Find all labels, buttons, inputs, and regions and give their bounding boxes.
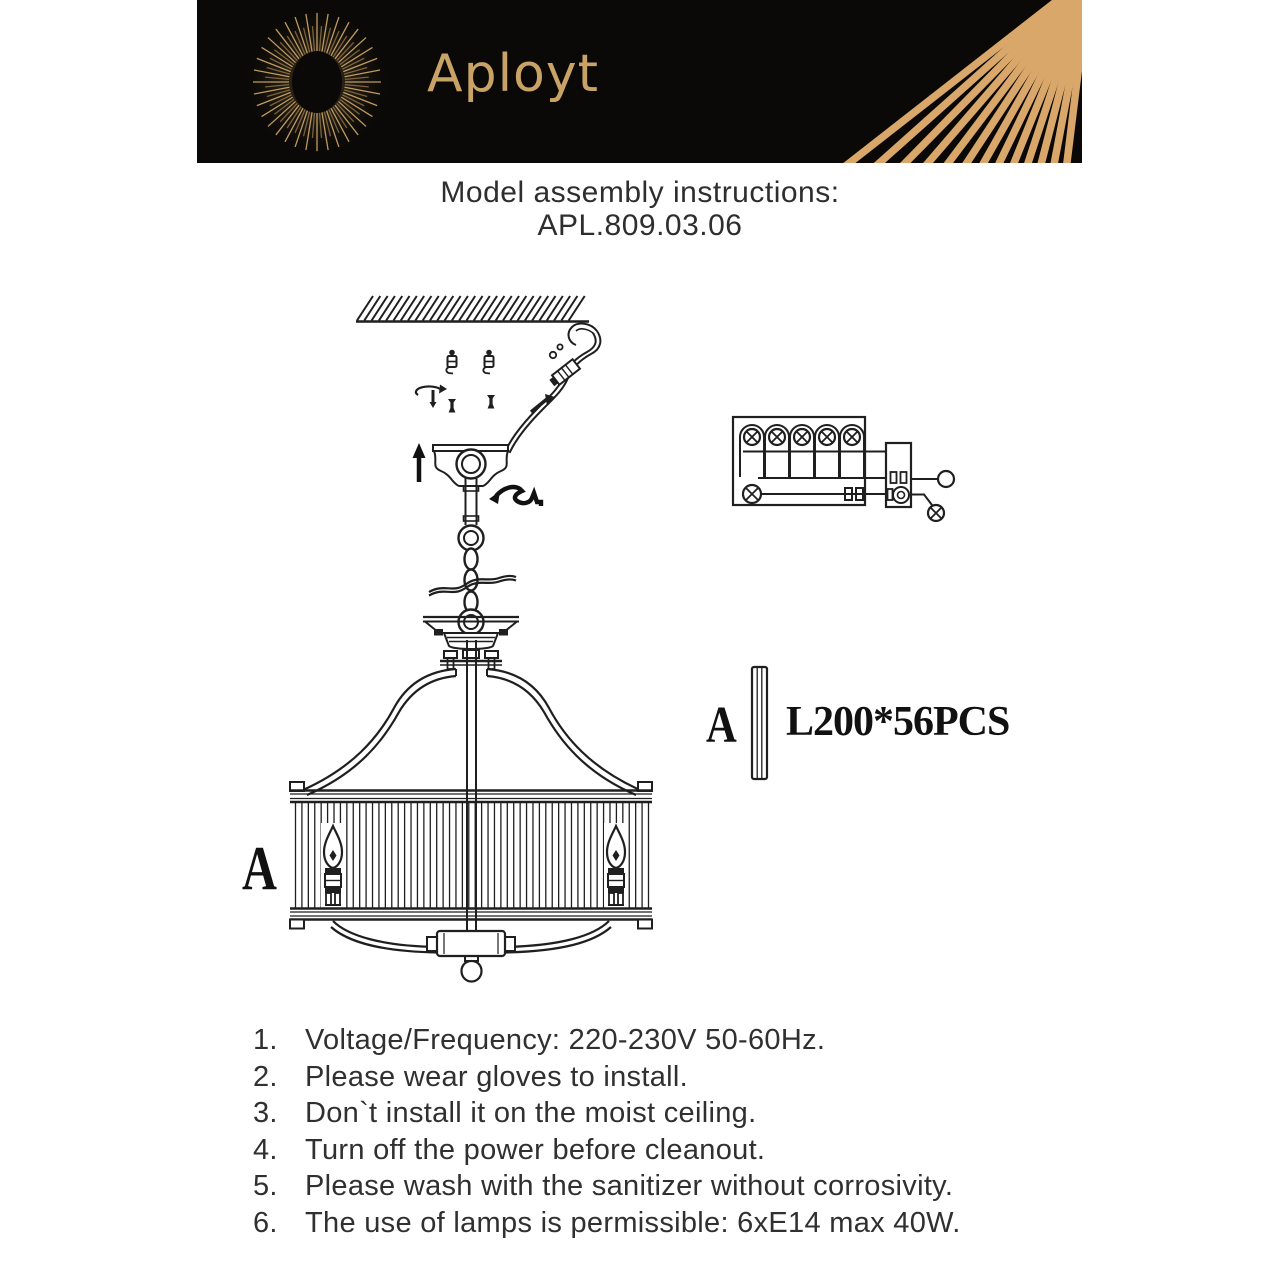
instruction-item-4	[253, 1132, 1093, 1169]
mounting-bar	[440, 651, 502, 669]
instruction-number: 1.	[253, 1024, 278, 1056]
instruction-text: Please wear gloves to install.	[305, 1060, 688, 1093]
candle-bulb-icon	[604, 823, 628, 909]
part-label-a: A	[706, 697, 737, 754]
instruction-item-5	[253, 1168, 1093, 1205]
wall-anchor-icon	[446, 350, 456, 374]
instruction-number: 4.	[253, 1133, 278, 1166]
bottom-assembly	[331, 921, 611, 982]
brand-name: Aployt	[427, 44, 600, 104]
lamp-symbol-icon	[743, 485, 761, 503]
crystal-rods	[296, 803, 649, 908]
instruction-number: 5.	[253, 1170, 278, 1202]
wall-anchor-icon	[483, 350, 493, 374]
page-title: Model assembly instructions:	[440, 176, 840, 209]
lamp-symbol-icon	[928, 505, 944, 521]
instruction-item-3	[253, 1095, 1093, 1132]
instruction-item-6	[253, 1205, 1093, 1242]
candle-bulb-icon	[321, 823, 345, 909]
hook-tool-icon	[489, 487, 541, 506]
instruction-number: 6.	[253, 1206, 278, 1239]
crystal-drum-shade	[290, 782, 652, 929]
instruction-number: 3.	[253, 1097, 278, 1129]
screw-icon	[448, 399, 456, 413]
part-spec: L200*56PCS	[786, 699, 1010, 745]
section-label-a: A	[242, 835, 277, 903]
screw-icon	[487, 395, 495, 409]
wiring-diagram	[733, 417, 954, 521]
neutral-terminal-icon	[938, 471, 954, 487]
model-number: APL.809.03.06	[537, 209, 743, 242]
direction-arrow-icon	[531, 399, 547, 412]
instruction-item-2	[253, 1059, 1093, 1096]
instruction-text: The use of lamps is permissible: 6xE14 max 40W.	[305, 1206, 961, 1239]
instruction-item-1	[253, 1022, 1093, 1059]
upper-arms	[303, 669, 640, 795]
instruction-text: Please wash with the sanitizer without corrosivity.	[305, 1170, 954, 1202]
crystal-rod-part-icon	[752, 667, 767, 779]
instruction-text: Don`t install it on the moist ceiling.	[305, 1097, 757, 1129]
rotate-screw-icon	[416, 385, 447, 409]
instruction-text: Voltage/Frequency: 220-230V 50-60Hz.	[305, 1024, 826, 1056]
wire-connector-icon	[548, 359, 580, 388]
instruction-number: 2.	[253, 1060, 278, 1093]
instructions-list	[253, 1022, 1093, 1241]
instruction-text: Turn off the power before cleanout.	[305, 1133, 766, 1166]
ceiling-hatch	[356, 296, 589, 322]
power-wire	[505, 324, 600, 452]
up-arrow-icon	[413, 443, 426, 482]
